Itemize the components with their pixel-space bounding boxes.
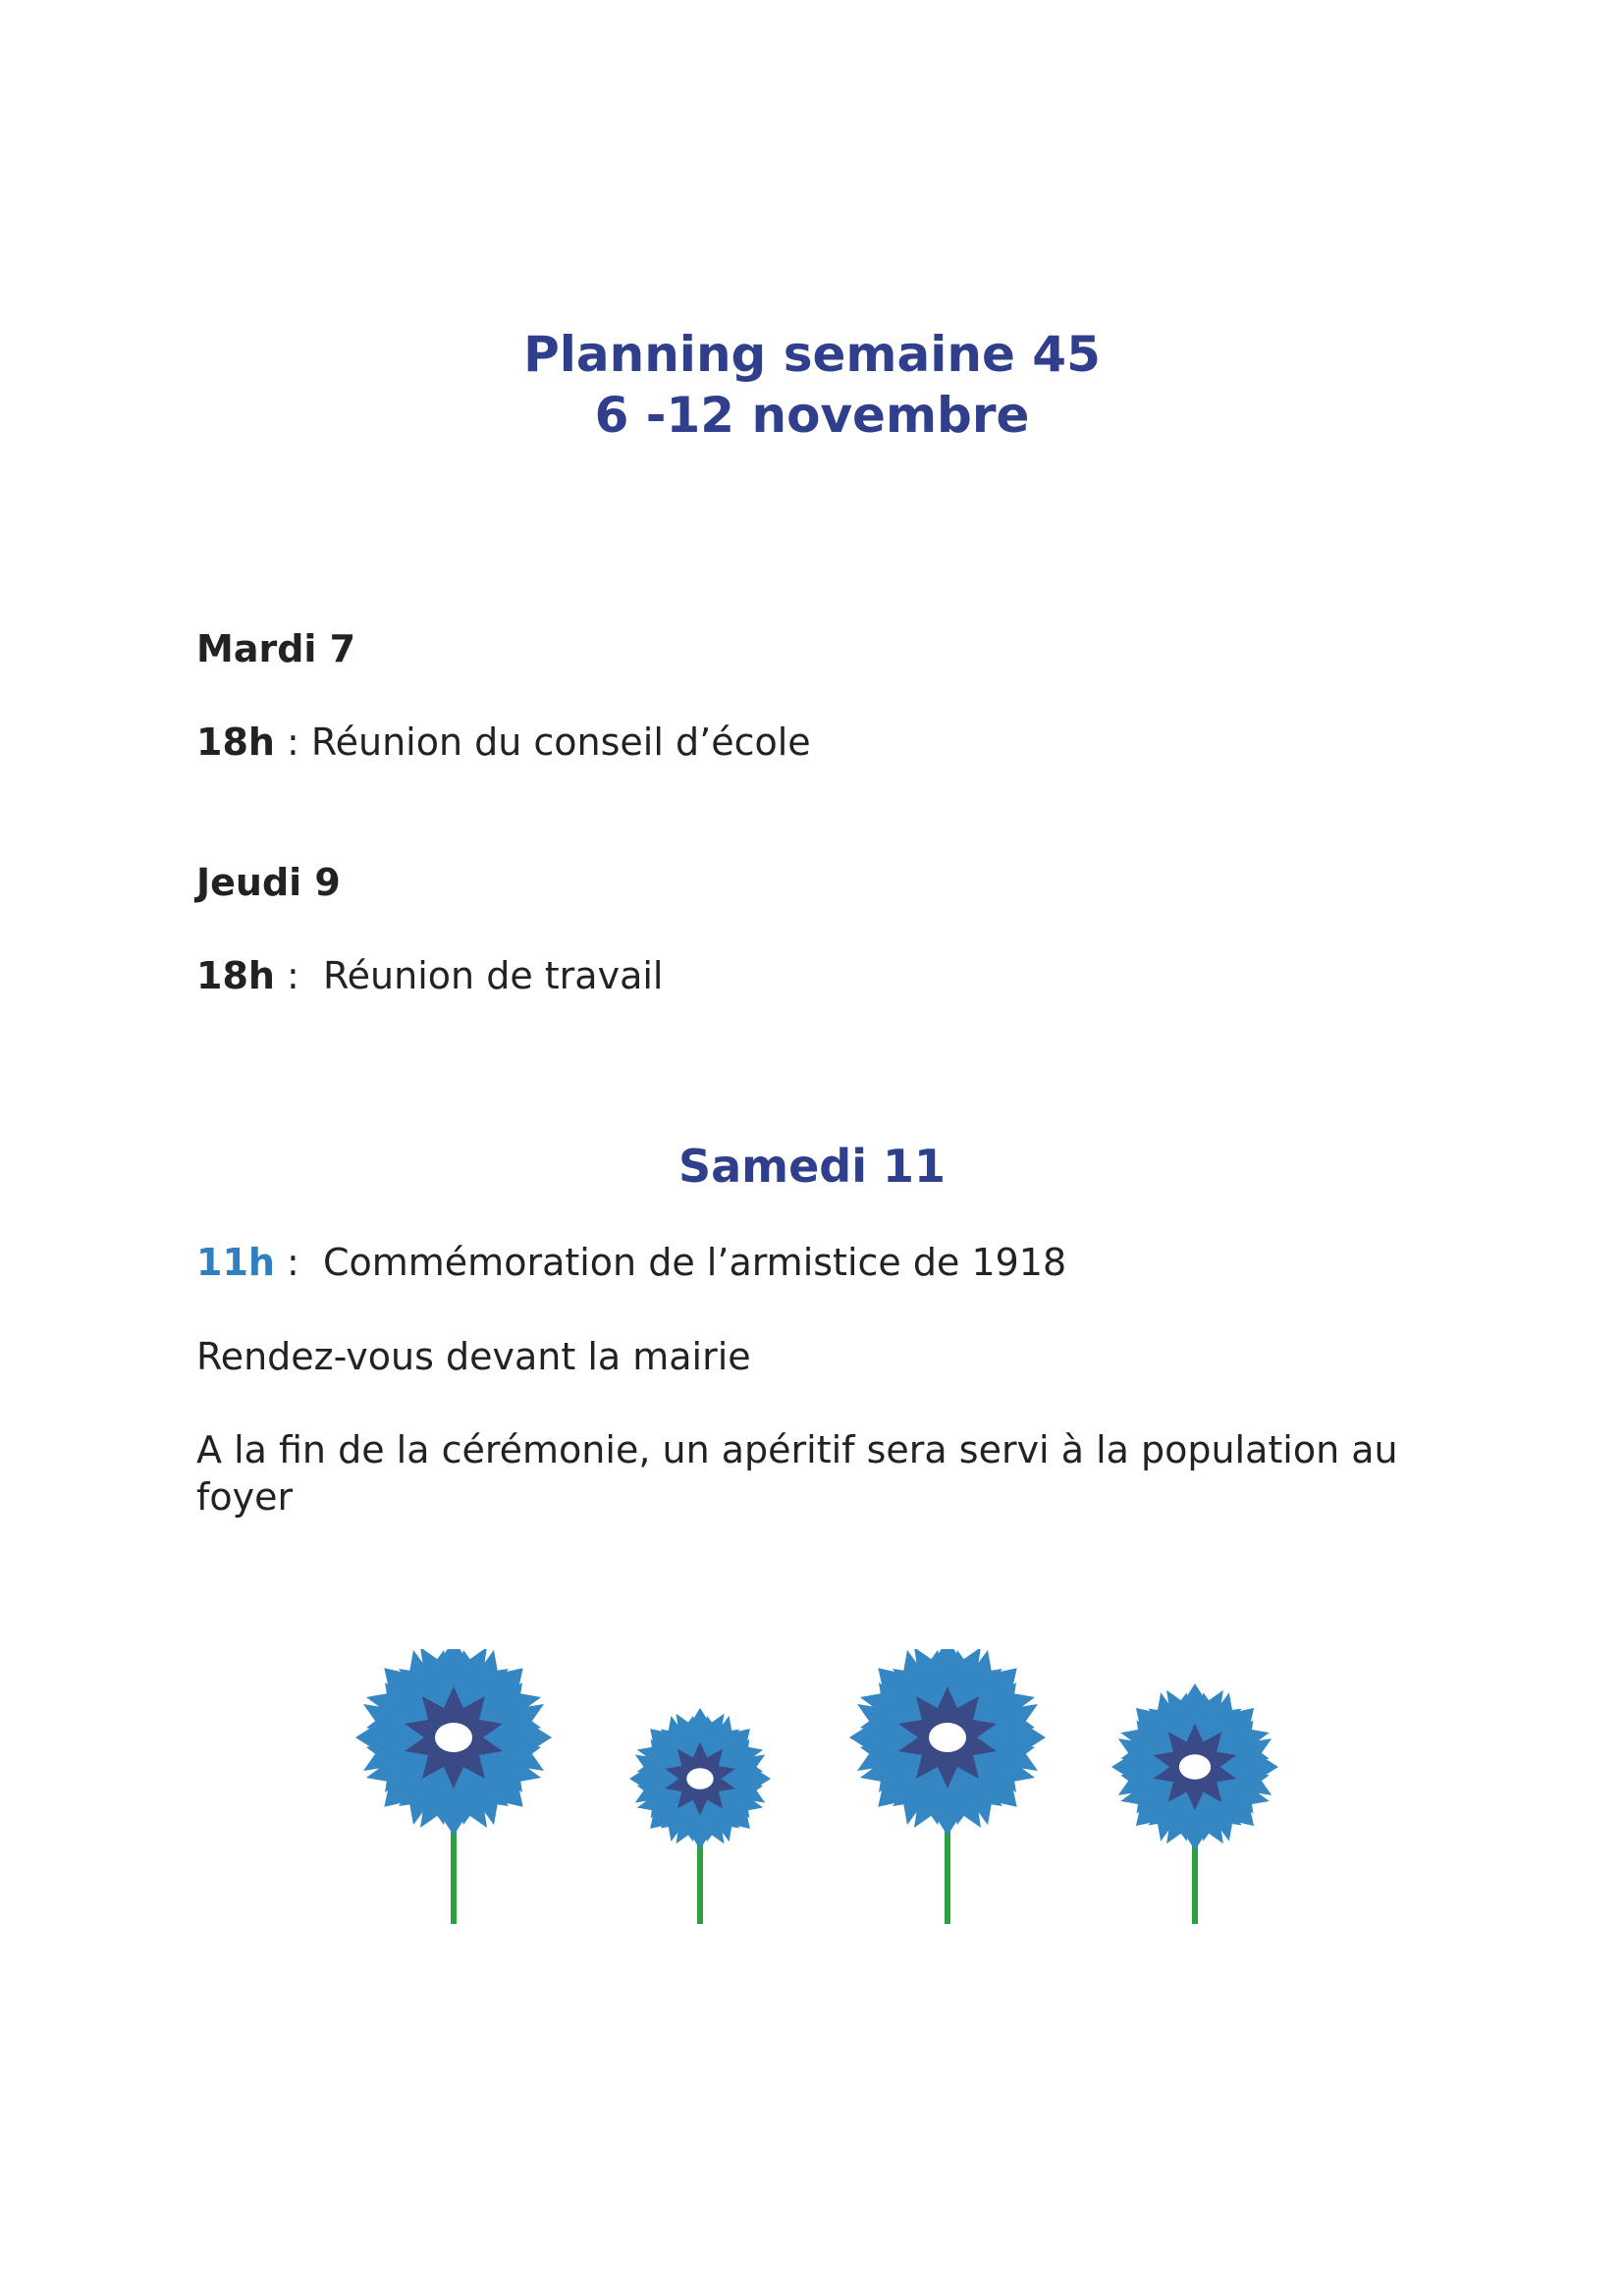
event-jeudi: [196, 953, 663, 998]
event-time-highlight: 11h: [196, 1241, 275, 1284]
cornflower-icon: [623, 1701, 779, 1924]
event-mardi: [196, 720, 811, 765]
cornflower-icon: [346, 1649, 563, 1924]
event-separator: :: [274, 1241, 323, 1284]
event-description: Réunion de travail: [322, 954, 664, 997]
cornflower-icon: [839, 1649, 1056, 1924]
day-heading-jeudi: Jeudi 9: [196, 861, 341, 904]
cornflowers-illustration: [324, 1649, 1306, 1944]
event-description: Commémoration de l’armistice de 1918: [322, 1241, 1067, 1284]
title-line-1: Planning semaine 45: [523, 326, 1101, 383]
ceremony-note: A la fin de la cérémonie, un apéritif sera servi à la population au foyer: [196, 1428, 1398, 1519]
cornflower-icon: [1103, 1675, 1287, 1924]
event-description: Réunion du conseil d’école: [310, 721, 811, 764]
meeting-point: Rendez-vous devant la mairie: [196, 1335, 751, 1378]
day-heading-samedi: Samedi 11: [677, 1140, 947, 1193]
title-line-2: 6 -12 novembre: [594, 387, 1030, 444]
day-heading-mardi: Mardi 7: [196, 627, 356, 670]
event-time: 18h: [196, 954, 275, 997]
event-time: 18h: [196, 721, 275, 764]
event-samedi: [196, 1240, 1066, 1285]
page-title: [0, 324, 1624, 446]
event-separator: :: [274, 721, 311, 764]
event-separator: :: [274, 954, 323, 997]
